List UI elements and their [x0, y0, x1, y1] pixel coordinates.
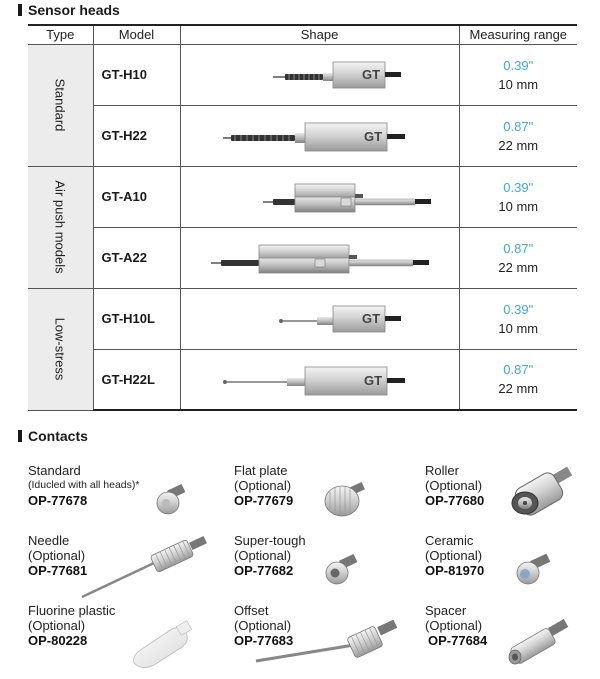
contact-code: OP-77684 — [428, 633, 488, 648]
header-measuring-range: Measuring range — [459, 25, 577, 44]
contact-note: (Optional) — [425, 478, 483, 493]
contact-note: (Optional) — [28, 548, 86, 563]
roller-contact-icon — [503, 465, 577, 523]
contact-spacer — [425, 603, 600, 665]
range-inch: 0.39" — [503, 179, 534, 195]
range-cell — [459, 105, 577, 166]
sensor-heads-title — [18, 2, 120, 18]
contact-name: Needle — [28, 533, 70, 548]
contact-name: Fluorine plastic — [28, 603, 116, 618]
contact-note: (Optional) — [234, 548, 292, 563]
header-shape: Shape — [180, 25, 459, 44]
fluorine-plastic-contact-icon — [128, 615, 198, 671]
contact-note: (Optional) — [425, 548, 483, 563]
sensor-head-gt-h10l-icon — [181, 289, 460, 350]
type-cell-air-push — [28, 166, 93, 288]
svg-text:GT: GT — [363, 128, 382, 144]
shape-cell — [180, 288, 459, 349]
contact-super-tough — [234, 533, 424, 595]
header-model: Model — [93, 25, 180, 44]
shape-cell — [180, 227, 459, 288]
header-type: Type — [28, 25, 93, 44]
contacts-title — [18, 428, 88, 444]
title-bar-icon — [18, 430, 22, 442]
table-header-row — [28, 25, 577, 44]
contact-name: Roller — [425, 463, 459, 478]
contact-name: Offset — [234, 603, 269, 618]
contact-note: (Iducled with all heads)* — [28, 479, 140, 491]
shape-cell — [180, 349, 459, 410]
contact-ceramic — [425, 533, 600, 595]
contact-flat-plate — [234, 463, 424, 525]
model-cell: GT-H22 — [93, 105, 180, 166]
sensor-head-gt-h22l-icon — [181, 350, 460, 411]
contact-name: Ceramic — [425, 533, 474, 548]
contact-note: (Optional) — [425, 618, 483, 633]
sensor-head-gt-a10-icon — [181, 167, 460, 228]
contact-note: (Optional) — [234, 478, 292, 493]
ceramic-contact-icon — [513, 551, 555, 589]
table-row — [28, 288, 577, 349]
sensor-head-gt-a22-icon — [181, 228, 460, 289]
table-row — [28, 166, 577, 227]
range-mm: 22 mm — [498, 259, 539, 275]
range-mm: 10 mm — [498, 76, 539, 92]
contact-note: (Optional) — [28, 618, 86, 633]
contact-name: Spacer — [425, 603, 467, 618]
range-inch: 0.39" — [503, 57, 534, 73]
range-cell — [459, 227, 577, 288]
super-tough-contact-icon — [322, 551, 362, 589]
range-inch: 0.39" — [503, 301, 534, 317]
standard-contact-icon — [152, 481, 192, 519]
type-label: Low-stress — [52, 317, 68, 381]
range-mm: 22 mm — [498, 137, 539, 153]
title-bar-icon — [18, 4, 22, 16]
model-cell: GT-H10 — [93, 44, 180, 105]
model-cell: GT-H10L — [93, 288, 180, 349]
offset-contact-icon — [254, 617, 404, 667]
contact-needle — [28, 533, 218, 595]
sensor-head-gt-h10-icon — [181, 45, 460, 106]
contact-offset — [234, 603, 424, 665]
flat-plate-contact-icon — [322, 479, 370, 521]
contact-code: OP-77682 — [234, 563, 294, 578]
table-row — [28, 227, 577, 288]
range-mm: 10 mm — [498, 198, 539, 214]
type-label: Air push models — [52, 180, 68, 274]
table-row — [28, 44, 577, 105]
needle-contact-icon — [76, 535, 220, 603]
contact-code: OP-77679 — [234, 493, 294, 508]
range-cell — [459, 166, 577, 227]
contact-code: OP-77678 — [28, 493, 88, 508]
contact-code: OP-80228 — [28, 633, 88, 648]
range-inch: 0.87" — [503, 362, 534, 378]
range-cell — [459, 44, 577, 105]
sensor-heads-title-text: Sensor heads — [28, 2, 120, 18]
contact-standard — [28, 463, 218, 525]
range-inch: 0.87" — [503, 240, 534, 256]
contact-code: OP-77681 — [28, 563, 88, 578]
range-mm: 22 mm — [498, 381, 539, 397]
svg-text:GT: GT — [363, 372, 382, 388]
model-cell: GT-A10 — [93, 166, 180, 227]
table-row — [28, 105, 577, 166]
contact-name: Super-tough — [234, 533, 306, 548]
contact-name: Flat plate — [234, 463, 288, 478]
contact-name: Standard — [28, 463, 81, 478]
shape-cell — [180, 44, 459, 105]
shape-cell — [180, 105, 459, 166]
sensor-head-gt-h22-icon — [181, 106, 460, 167]
sensor-heads-table — [28, 24, 577, 411]
type-cell-low-stress — [28, 288, 93, 410]
svg-text:GT: GT — [361, 66, 380, 82]
range-cell — [459, 288, 577, 349]
model-cell: GT-H22L — [93, 349, 180, 410]
type-cell-standard — [28, 44, 93, 166]
spacer-contact-icon — [503, 617, 573, 671]
contact-code: OP-81970 — [425, 563, 485, 578]
contact-note: (Optional) — [234, 618, 292, 633]
range-cell — [459, 349, 577, 410]
range-mm: 10 mm — [498, 320, 539, 336]
contact-code: OP-77680 — [425, 493, 485, 508]
range-inch: 0.87" — [503, 118, 534, 134]
table-row — [28, 349, 577, 410]
model-cell: GT-A22 — [93, 227, 180, 288]
contact-fluorine-plastic — [28, 603, 218, 665]
shape-cell — [180, 166, 459, 227]
contacts-title-text: Contacts — [28, 428, 88, 444]
type-label: Standard — [52, 78, 68, 132]
contact-code: OP-77683 — [234, 633, 294, 648]
contact-roller — [425, 463, 600, 525]
svg-text:GT: GT — [361, 310, 380, 326]
